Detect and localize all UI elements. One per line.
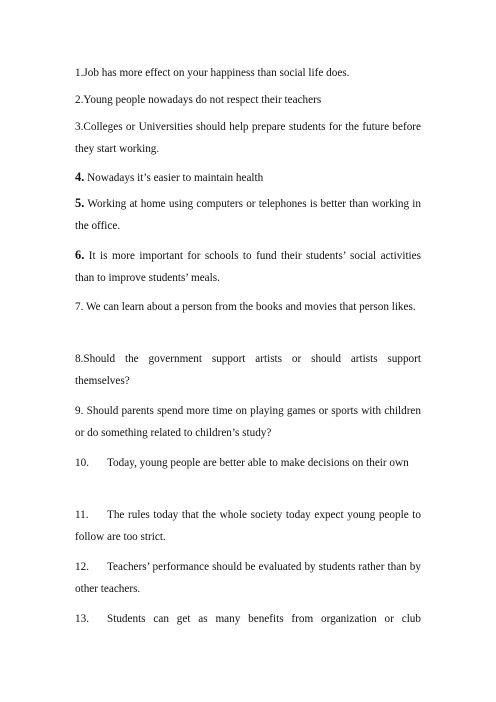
list-item <box>75 609 421 633</box>
item-text: The rules today that the whole society today expect young people to follow are too strict. <box>75 509 421 543</box>
item-number: 12. <box>75 561 89 573</box>
item-text: Should the government support artists or should artists support themselves? <box>75 353 421 387</box>
item-number: 4. <box>75 170 85 184</box>
item-text: It is more important for schools to fund their students’ social activities than to improve students’ meals. <box>75 250 421 284</box>
item-number: 7. <box>75 301 84 313</box>
item-number: 10. <box>75 457 89 469</box>
list-item <box>75 193 421 237</box>
item-text: Students can get as many benefits from organization or club <box>107 613 421 625</box>
list-item <box>75 117 421 160</box>
item-text: Job has more effect on your happiness than social life does. <box>83 67 350 79</box>
item-text: Nowadays it’s easier to maintain health <box>84 172 264 184</box>
item-number: 13. <box>75 613 89 625</box>
item-text: Teachers’ performance should be evaluated by students rather than by other teachers. <box>75 561 421 595</box>
list-item <box>75 90 421 112</box>
item-number: 3. <box>75 121 84 133</box>
item-text: Colleges or Universities should help prepare students for the future before they start working. <box>75 121 421 155</box>
item-number: 6. <box>75 248 85 262</box>
list-item <box>75 349 421 392</box>
item-number: 5. <box>75 196 85 210</box>
list-item <box>75 63 421 85</box>
list-item <box>75 453 421 475</box>
item-number: 8. <box>75 353 84 365</box>
item-text: Today, young people are better able to make decisions on their own <box>107 457 409 469</box>
item-number: 2. <box>75 94 84 106</box>
list-item <box>75 245 421 289</box>
list-item <box>75 401 421 444</box>
list-item <box>75 167 421 190</box>
item-number: 1. <box>75 67 84 79</box>
item-number: 11. <box>75 509 89 521</box>
item-number: 9. <box>75 405 84 417</box>
list-item <box>75 297 421 319</box>
list-item <box>75 557 421 600</box>
list-item <box>75 505 421 548</box>
item-text: Should parents spend more time on playing games or sports with children or do something related to children’s study? <box>75 405 421 439</box>
item-text: Young people nowadays do not respect their teachers <box>83 94 322 106</box>
item-text: We can learn about a person from the books and movies that person likes. <box>83 301 416 313</box>
item-text: Working at home using computers or telephones is better than working in the office. <box>75 198 421 232</box>
